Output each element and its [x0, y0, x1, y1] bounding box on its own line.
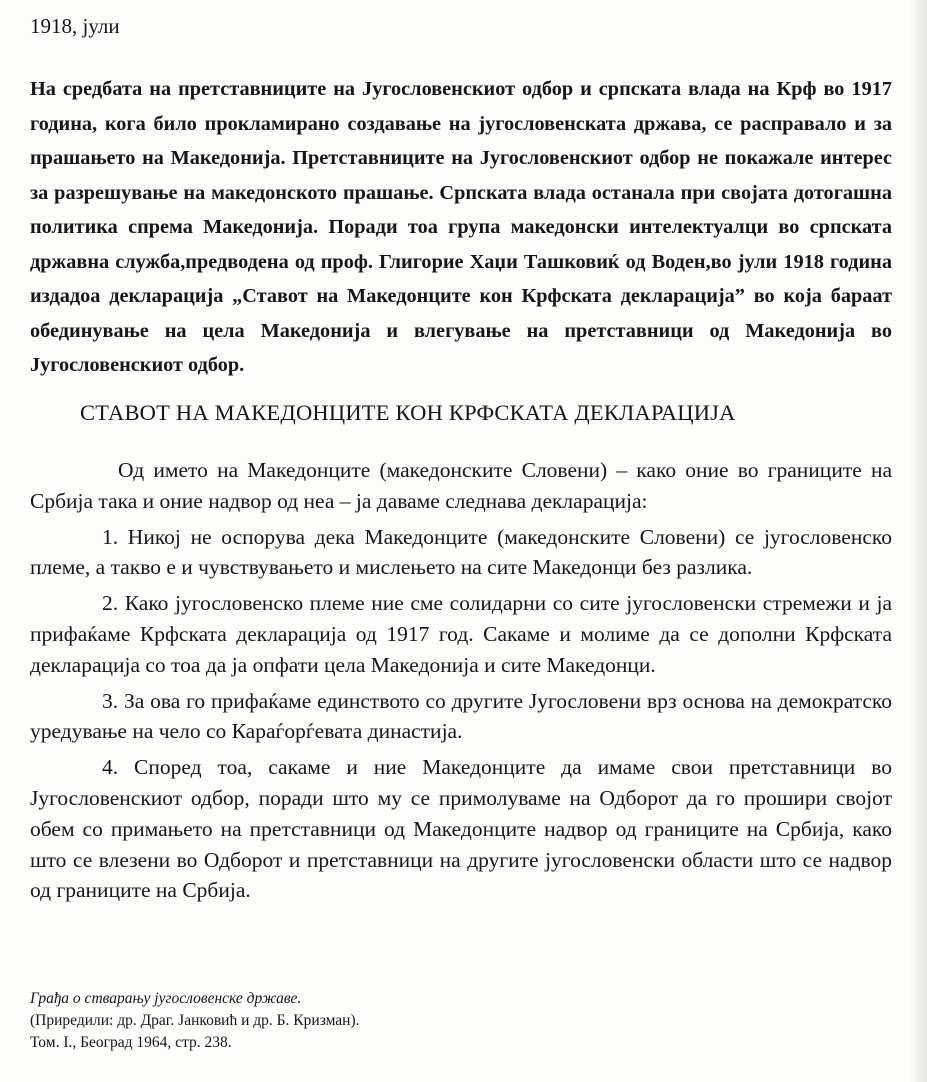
source-title: Грађа о стварању југословенске државе. [30, 990, 302, 1007]
source-editors: (Приредили: др. Драг. Јанковић и др. Б. Кризман). [30, 1012, 360, 1029]
source-citation [30, 988, 360, 1054]
document-date: 1918, јули [30, 14, 120, 38]
declaration-point-4: 4. Според тоа, сакаме и ние Македонците да имаме свои претставници во Југословенскиот одбор, поради што му се примолуваме на Одборот да го прошири својот обем со примањето на претставници од Македонците надвор од границите на Србија, како што се влезени во Одборот и претставници на другите југословенски области што се надвор од границите на Србија. [30, 755, 892, 903]
declaration-body [30, 455, 892, 911]
intro-text: На средбата на претставниците на Југословенскиот одбор и српската влада на Крф во 1917 година, кога било прокламирано создавање на југословенската држава, се расправало и за прашањето на Македонија. Претставниците на Југословенскиот одбор не покажале интерес за разрешување на македонското прашање. Српската влада останала при својата дотогашна политика спрема Македонија. Поради тоа група македонски интелектуалци во српската државна служба,предводена од проф. Глигорие Хаџи Ташковиќ од Воден,во јули 1918 година издадоа декларација „Ставот на Македонците кон Крфската декларација” во која бараат обединување на цела Македонија и влегување на претставници од Македонија во Југословенскиот одбор. [30, 78, 892, 376]
page-edge-shadow [909, 0, 927, 1082]
declaration-point-2: 2. Како југословенско племе ние сме солидарни со сите југословенски стремежи и ја прифаќаме Крфската декларација од 1917 год. Сакаме и молиме да се дополни Крфската декларација со тоа да ја опфати цела Македонија и сите Македонци. [30, 591, 892, 677]
declaration-preamble: Од името на Македонците (македонските Словени) – како оние во границите на Србија така и оние надвор од неа – ја даваме следнава декларација: [30, 458, 892, 513]
declaration-point-3: 3. За ова го прифаќаме единството со другите Југословени врз основа на демократско уредување на чело со Караѓорѓевата династија. [30, 688, 892, 744]
source-publication: Том. I., Београд 1964, стр. 238. [30, 1034, 232, 1051]
declaration-heading: СТАВОТ НА МАКЕДОНЦИТЕ КОН КРФСКАТА ДЕКЛАРАЦИЈА [80, 400, 736, 425]
declaration-point-1: 1. Никој не оспорува дека Македонците (македонските Словени) се југословенско племе, а такво е и чувствувањето и мислењето на сите Македонци без разлика. [30, 524, 892, 580]
intro-paragraph [30, 72, 892, 383]
